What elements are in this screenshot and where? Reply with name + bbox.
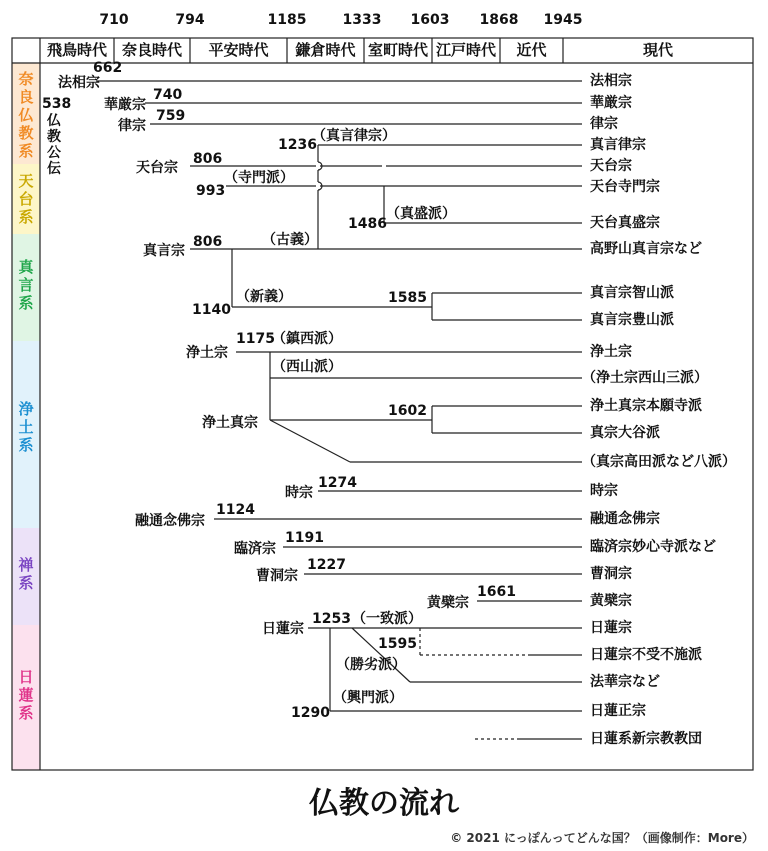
group-label-tendai: 天 台 系 [18,172,34,226]
modern-sect: 真言律宗 [590,137,646,153]
group-label-zen: 禅 系 [18,556,34,592]
branch-seizan: （西山派） [272,359,342,375]
modern-sect: （浄土宗西山三派） [582,370,708,386]
era-muromachi: 室町時代 [367,41,428,59]
year-tendai: 806 [193,151,223,167]
era-gendai: 現代 [642,41,673,59]
modern-sect: 真宗大谷派 [590,425,660,441]
year-1333: 1333 [342,12,382,28]
intro-label: 仏教公伝 [47,113,61,177]
modern-sect: 高野山真言宗など [590,241,702,257]
diagram-title: 仏教の流れ [309,786,459,821]
modern-sect: 黄檗宗 [590,593,632,609]
era-heian: 平安時代 [208,41,269,59]
sect-jodo: 浄土宗 [186,345,228,361]
year-shingi: 1140 [192,302,231,318]
year-jodo: 1175 [236,331,275,347]
year-yuzu: 1124 [216,502,255,518]
year-ji: 1274 [318,475,357,491]
group-label-nara: 奈 良 仏 教 系 [18,70,34,160]
modern-sect: （真宗高田派など八派） [582,454,736,470]
year-soto: 1227 [307,557,346,573]
sect-rinzai: 臨済宗 [234,541,276,557]
group-label-shingon: 真 言 系 [18,258,34,312]
modern-sect: 日蓮正宗 [590,703,646,719]
sect-soto: 曹洞宗 [256,568,298,584]
modern-sect: 浄土宗 [590,344,632,360]
modern-sect: 天台宗 [590,158,632,174]
modern-sect: 曹洞宗 [590,566,632,582]
modern-sect: 天台寺門宗 [590,179,660,195]
year-honganji: 1602 [388,403,427,419]
year-nichiren: 1253 [312,611,351,627]
modern-sect: 日蓮系新宗教教団 [590,731,702,747]
year-shinsei: 1486 [348,216,387,232]
sect-shingon: 真言宗 [143,243,185,259]
modern-sect: 融通念佛宗 [590,511,660,527]
sect-nichiren: 日蓮宗 [262,621,304,637]
era-kamakura: 鎌倉時代 [295,41,356,59]
modern-sect: 日蓮宗不受不施派 [590,647,702,663]
era-kindai: 近代 [516,41,547,59]
sect-ritsu: 律宗 [118,118,146,134]
branch-shoretsu: （勝劣派） [336,657,406,673]
sect-ji: 時宗 [285,485,313,501]
modern-sect: 臨済宗妙心寺派など [590,539,716,555]
modern-sect: 時宗 [590,483,618,499]
era-edo: 江戸時代 [435,41,496,59]
year-kegon: 740 [153,87,183,103]
modern-sect: 真言宗智山派 [590,285,674,301]
year-shingonritsu: 1236 [278,137,317,153]
modern-sect: 浄土真宗本願寺派 [590,398,702,414]
sect-jodoshin: 浄土真宗 [202,415,258,431]
branch-shinsei: （真盛派） [386,206,456,222]
era-asuka: 飛鳥時代 [46,41,107,59]
year-794: 794 [175,12,205,28]
branch-chinzei: （鎮西派） [272,331,342,347]
branch-komon: （興門派） [333,690,403,706]
year-obaku: 1661 [477,584,516,600]
branch-jimon: （寺門派） [224,170,294,186]
sect-hosso: 法相宗 [58,75,100,91]
branch-shingonritsu: （真言律宗） [312,128,396,144]
modern-sect: 法華宗など [590,674,660,690]
year-ritsu: 759 [156,108,186,124]
era-nara: 奈良時代 [121,41,182,59]
sect-kegon: 華厳宗 [104,97,146,113]
sect-tendai: 天台宗 [136,160,178,176]
branch-kogi: （古義） [262,232,318,248]
modern-sect: 法相宗 [590,73,632,89]
year-1603: 1603 [410,12,450,28]
year-710: 710 [99,12,129,28]
modern-sect: 真言宗豊山派 [590,312,674,328]
year-rinzai: 1191 [285,530,324,546]
sect-yuzu: 融通念佛宗 [135,513,205,529]
year-jimon: 993 [196,183,226,199]
year-1868: 1868 [479,12,519,28]
year-fujufuse: 1595 [378,636,417,652]
modern-sect: 華厳宗 [590,95,632,111]
credit-line: © 2021 にっぽんってどんな国？（画像制作：More） [450,831,754,845]
branch-itchi: （一致派） [352,611,422,627]
year-hosso: 662 [93,60,123,76]
year-1185: 1185 [267,12,307,28]
year-shingon: 806 [193,234,223,250]
modern-sect: 律宗 [590,116,618,132]
year-1945: 1945 [543,12,583,28]
group-label-nichiren: 日 蓮 系 [18,668,34,722]
branch-shingi: （新義） [236,289,292,305]
year-komon: 1290 [291,705,330,721]
group-label-jodo: 浄 土 系 [18,400,34,454]
year-chisan: 1585 [388,290,427,306]
modern-sect: 天台真盛宗 [590,215,660,231]
sect-obaku: 黄檗宗 [427,595,469,611]
intro-year: 538 [42,96,72,112]
modern-sect: 日蓮宗 [590,620,632,636]
